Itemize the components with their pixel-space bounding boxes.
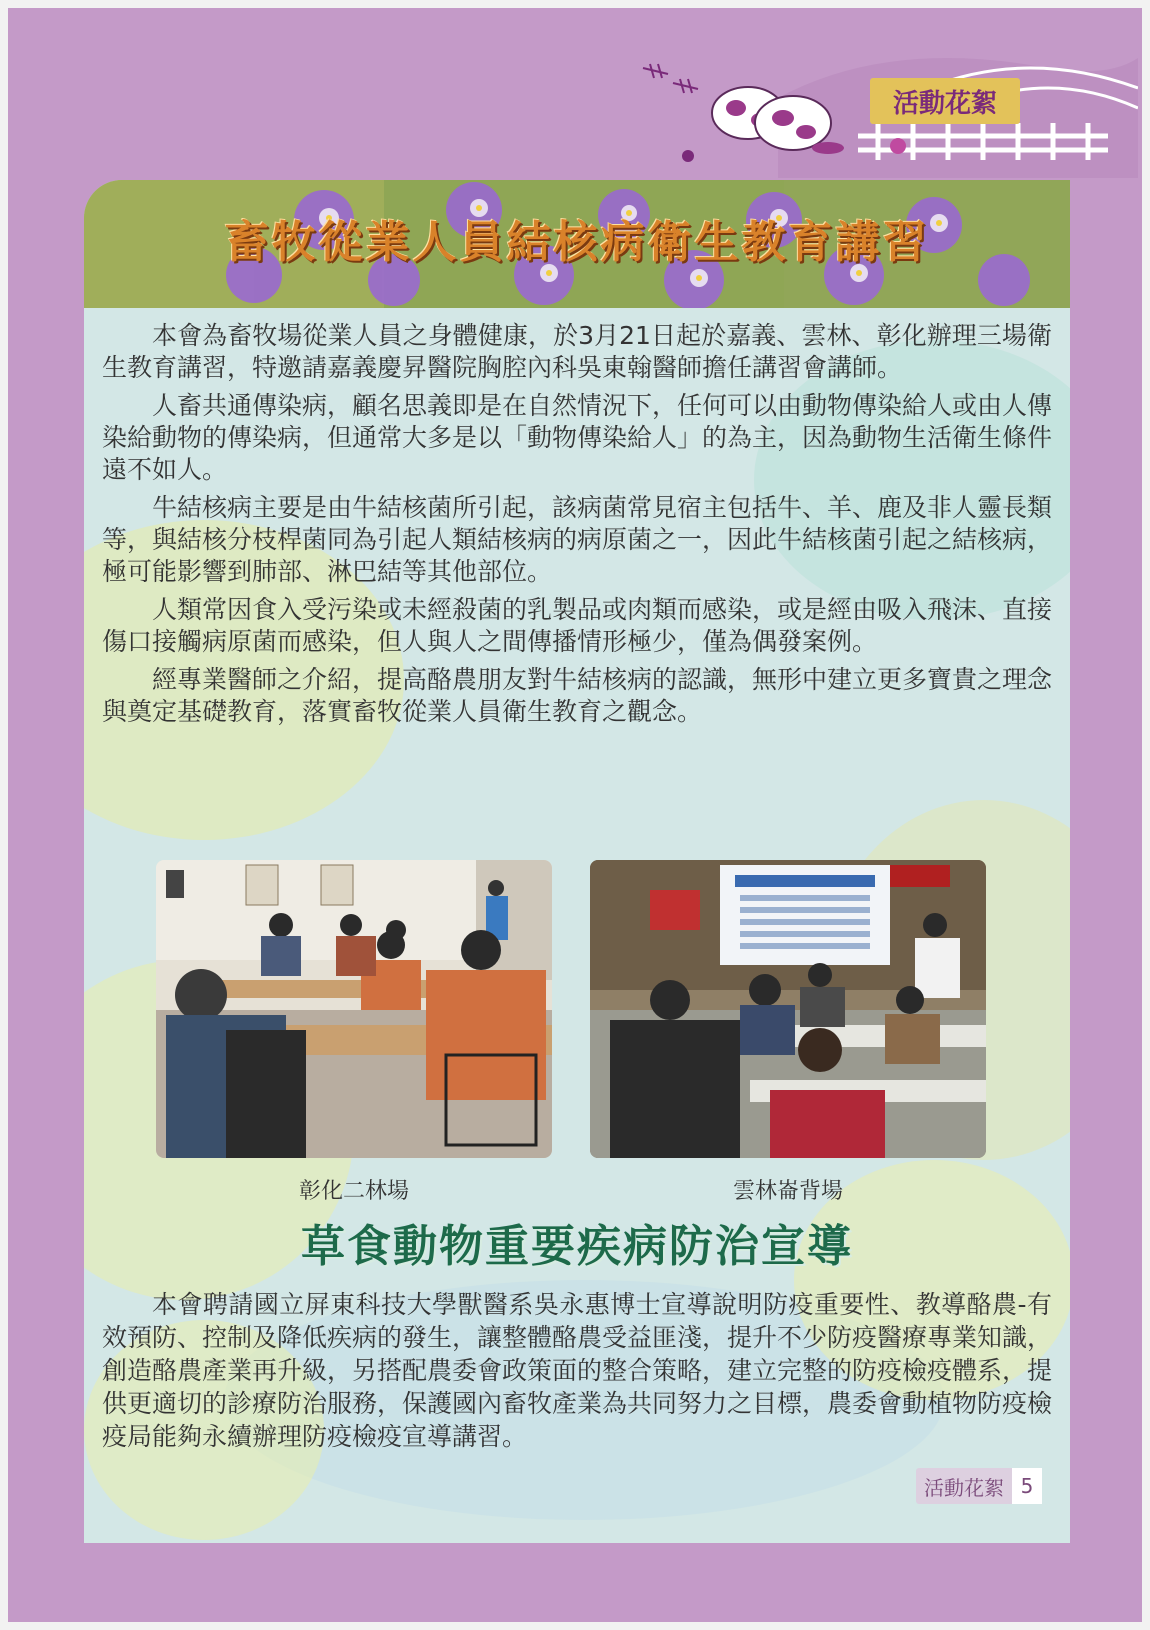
article-body [102, 1288, 1052, 1453]
content-panel [84, 180, 1070, 1543]
article-paragraph: 人畜共通傳染病，顧名思義即是在自然情況下，任何可以由動物傳染給人或由人傳染給動物的傳染病，但通常大多是以「動物傳染給人」的為主，因為動物生活衛生條件遠不如人。 [102, 391, 1053, 484]
section-tag: 活動花絮 [870, 78, 1020, 124]
article-title: 畜牧從業人員結核病衛生教育講習 [224, 217, 930, 268]
article-paragraph: 人類常因食入受污染或未經殺菌的乳製品或肉類而感染，或是經由吸入飛沫、直接傷口接觸病原菌而感染，但人與人之間傳播情形極少，僅為偶發案例。 [102, 595, 1053, 656]
article-paragraph: 經專業醫師之介紹，提高酪農朋友對牛結核病的認識，無形中建立更多寶貴之理念與奠定基礎教育，落實畜牧從業人員衛生教育之觀念。 [102, 665, 1053, 726]
article-body [102, 320, 1052, 734]
page [8, 8, 1142, 1622]
footer-section-tag: 活動花絮 [916, 1468, 1012, 1504]
page-number: 5 [1012, 1468, 1042, 1504]
article-paragraph: 本會為畜牧場從業人員之身體健康，於3月21日起於嘉義、雲林、彰化辦理三場衛生教育講習，特邀請嘉義慶昇醫院胸腔內科吳東翰醫師擔任講習會講師。 [102, 321, 1052, 382]
article-title: 草食動物重要疾病防治宣導 [301, 1221, 853, 1272]
article-paragraph: 牛結核病主要是由牛結核菌所引起，該病菌常見宿主包括牛、羊、鹿及非人靈長類等，與結核分枝桿菌同為引起人類結核病的病原菌之一，因此牛結核菌引起之結核病，極可能影響到肺部、淋巴結等其他部位。 [102, 493, 1053, 586]
classroom-photo [156, 860, 552, 1158]
photo-caption: 彰化二林場 [298, 1179, 409, 1204]
title-banner [84, 180, 1070, 308]
photo-caption: 雲林崙背場 [732, 1179, 843, 1204]
lecture-photo [590, 860, 986, 1158]
article-paragraph: 本會聘請國立屏東科技大學獸醫系吳永惠博士宣導說明防疫重要性、教導酪農-有效預防、控制及降低疾病的發生，讓整體酪農受益匪淺，提升不少防疫醫療專業知識，創造酪農產業再升級，另搭配農委會政策面的整合策略，建立完整的防疫檢疫體系，提供更適切的診療防治服務，保護國內畜牧產業為共同努力之目標，農委會動植物防疫檢疫局能夠永續辦理防疫檢疫宣導講習。 [102, 1290, 1053, 1451]
